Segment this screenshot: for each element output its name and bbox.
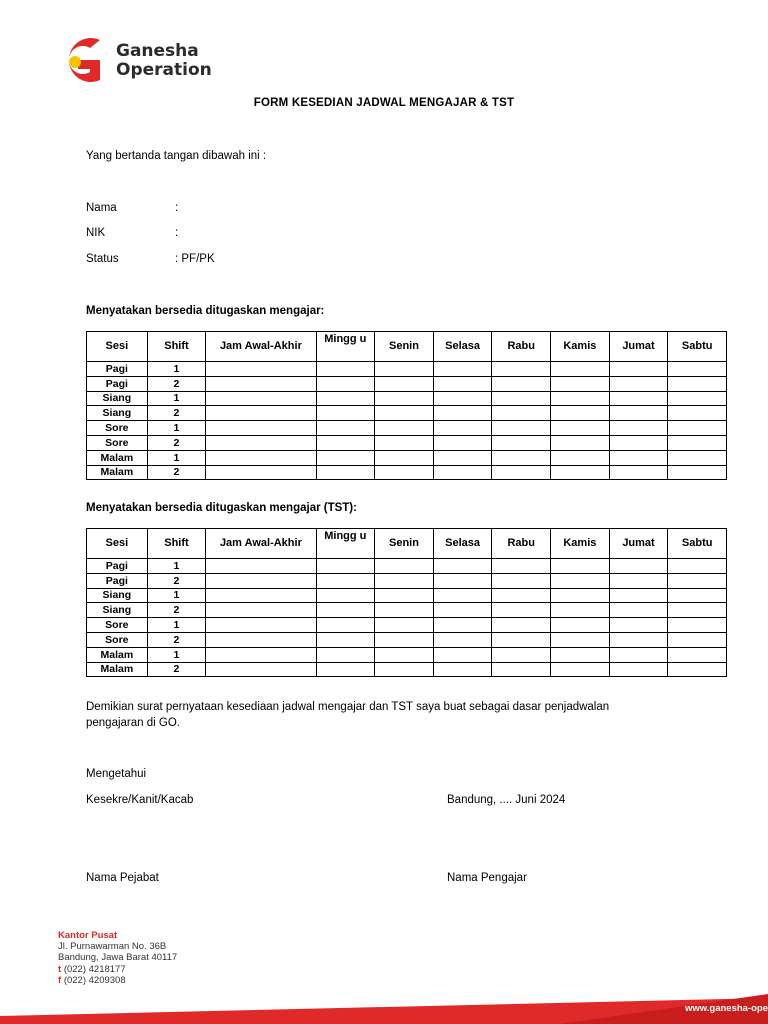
- empty-fill-cell[interactable]: [375, 421, 434, 436]
- shift-cell: 1: [147, 618, 206, 633]
- empty-fill-cell[interactable]: [551, 618, 610, 633]
- empty-fill-cell[interactable]: [433, 588, 492, 603]
- empty-fill-cell[interactable]: [551, 435, 610, 450]
- fax-line: [58, 975, 177, 986]
- empty-fill-cell[interactable]: [668, 435, 727, 450]
- footer-address: [58, 930, 177, 986]
- empty-fill-cell[interactable]: [206, 559, 316, 574]
- sesi-cell: Sore: [87, 421, 148, 436]
- empty-fill-cell[interactable]: [375, 362, 434, 377]
- shift-cell: 1: [147, 559, 206, 574]
- empty-fill-cell[interactable]: [206, 421, 316, 436]
- section-tst-heading: Menyatakan bersedia ditugaskan mengajar (TST):: [86, 502, 357, 514]
- empty-fill-cell[interactable]: [206, 647, 316, 662]
- empty-fill-cell[interactable]: [609, 376, 668, 391]
- empty-fill-cell[interactable]: [609, 588, 668, 603]
- empty-fill-cell[interactable]: [492, 406, 551, 421]
- sesi-cell: Pagi: [87, 559, 148, 574]
- empty-fill-cell[interactable]: [668, 662, 727, 677]
- empty-fill-cell[interactable]: [668, 421, 727, 436]
- field-value-nama: :: [175, 202, 179, 214]
- column-header: Sabtu: [668, 529, 727, 559]
- empty-fill-cell[interactable]: [375, 573, 434, 588]
- empty-fill-cell[interactable]: [492, 618, 551, 633]
- column-header: Jumat: [609, 529, 668, 559]
- shift-cell: 2: [147, 573, 206, 588]
- empty-fill-cell[interactable]: [668, 465, 727, 480]
- column-header: Jumat: [609, 332, 668, 362]
- empty-fill-cell[interactable]: [551, 391, 610, 406]
- empty-fill-cell[interactable]: [668, 406, 727, 421]
- empty-fill-cell[interactable]: [492, 573, 551, 588]
- table-row: [87, 603, 727, 618]
- empty-fill-cell[interactable]: [375, 647, 434, 662]
- empty-fill-cell[interactable]: [433, 465, 492, 480]
- empty-fill-cell[interactable]: [206, 406, 316, 421]
- field-label-nik: NIK: [86, 227, 106, 239]
- empty-fill-cell[interactable]: [668, 618, 727, 633]
- table-row: [87, 376, 727, 391]
- empty-fill-cell[interactable]: [206, 362, 316, 377]
- fax-prefix: f: [58, 974, 62, 986]
- empty-fill-cell[interactable]: [316, 632, 375, 647]
- brand-name: [116, 42, 212, 80]
- empty-fill-cell[interactable]: [551, 662, 610, 677]
- table-row: [87, 559, 727, 574]
- empty-fill-cell[interactable]: [316, 618, 375, 633]
- sesi-cell: Siang: [87, 603, 148, 618]
- empty-fill-cell[interactable]: [668, 376, 727, 391]
- empty-fill-cell[interactable]: [375, 618, 434, 633]
- empty-fill-cell[interactable]: [433, 559, 492, 574]
- empty-fill-cell[interactable]: [551, 376, 610, 391]
- empty-fill-cell[interactable]: [551, 588, 610, 603]
- shift-cell: 2: [147, 603, 206, 618]
- fax-number: (022) 4209308: [63, 974, 126, 986]
- empty-fill-cell[interactable]: [609, 450, 668, 465]
- empty-fill-cell[interactable]: [375, 435, 434, 450]
- column-header: Jam Awal-Akhir: [206, 529, 316, 559]
- empty-fill-cell[interactable]: [316, 406, 375, 421]
- empty-fill-cell[interactable]: [492, 647, 551, 662]
- empty-fill-cell[interactable]: [492, 465, 551, 480]
- field-label-nama: Nama: [86, 202, 117, 214]
- empty-fill-cell[interactable]: [609, 603, 668, 618]
- sesi-cell: Siang: [87, 391, 148, 406]
- empty-fill-cell[interactable]: [316, 362, 375, 377]
- column-header: Sesi: [87, 529, 148, 559]
- sesi-cell: Siang: [87, 406, 148, 421]
- empty-fill-cell[interactable]: [433, 376, 492, 391]
- shift-cell: 1: [147, 391, 206, 406]
- empty-fill-cell[interactable]: [206, 391, 316, 406]
- empty-fill-cell[interactable]: [492, 362, 551, 377]
- table-row: [87, 618, 727, 633]
- table-row: [87, 465, 727, 480]
- empty-fill-cell[interactable]: [206, 632, 316, 647]
- column-header: Jam Awal-Akhir: [206, 332, 316, 362]
- empty-fill-cell[interactable]: [551, 603, 610, 618]
- footer-red-bar: [0, 994, 768, 1024]
- empty-fill-cell[interactable]: [206, 588, 316, 603]
- table-row: [87, 573, 727, 588]
- empty-fill-cell[interactable]: [316, 376, 375, 391]
- sesi-cell: Malam: [87, 662, 148, 677]
- column-header: Senin: [375, 332, 434, 362]
- empty-fill-cell[interactable]: [551, 450, 610, 465]
- empty-fill-cell[interactable]: [316, 603, 375, 618]
- shift-cell: 1: [147, 450, 206, 465]
- empty-fill-cell[interactable]: [609, 618, 668, 633]
- empty-fill-cell[interactable]: [492, 376, 551, 391]
- table-header-row: [87, 332, 727, 362]
- empty-fill-cell[interactable]: [206, 376, 316, 391]
- table-row: [87, 450, 727, 465]
- empty-fill-cell[interactable]: [609, 421, 668, 436]
- mengetahui-label: Mengetahui: [86, 768, 147, 780]
- address-line-2: Bandung, Jawa Barat 40117: [58, 952, 178, 964]
- empty-fill-cell[interactable]: [609, 465, 668, 480]
- column-header: Sabtu: [668, 332, 727, 362]
- column-header: Mingg u: [316, 529, 375, 559]
- shift-cell: 2: [147, 376, 206, 391]
- empty-fill-cell[interactable]: [668, 362, 727, 377]
- empty-fill-cell[interactable]: [316, 647, 375, 662]
- column-header: Selasa: [433, 332, 492, 362]
- column-header: Rabu: [492, 529, 551, 559]
- phone-number: (022) 4218177: [63, 963, 126, 975]
- empty-fill-cell[interactable]: [316, 450, 375, 465]
- empty-fill-cell[interactable]: [609, 662, 668, 677]
- empty-fill-cell[interactable]: [668, 632, 727, 647]
- empty-fill-cell[interactable]: [551, 573, 610, 588]
- table-row: [87, 362, 727, 377]
- empty-fill-cell[interactable]: [433, 362, 492, 377]
- empty-fill-cell[interactable]: [668, 573, 727, 588]
- approver-role: Kesekre/Kanit/Kacab: [86, 794, 194, 806]
- sesi-cell: Sore: [87, 618, 148, 633]
- empty-fill-cell[interactable]: [668, 391, 727, 406]
- shift-cell: 1: [147, 647, 206, 662]
- table-row: [87, 662, 727, 677]
- empty-fill-cell[interactable]: [433, 603, 492, 618]
- address-line-1: Jl. Purnawarman No. 36B: [58, 941, 167, 953]
- shift-cell: 1: [147, 588, 206, 603]
- empty-fill-cell[interactable]: [609, 573, 668, 588]
- brand-line-1: Ganesha: [116, 41, 199, 61]
- place-date: Bandung, .... Juni 2024: [447, 794, 566, 806]
- shift-cell: 1: [147, 421, 206, 436]
- closing-statement-line-1: Demikian surat pernyataan kesediaan jadwal mengajar dan TST saya buat sebagai dasar penjadwalan: [86, 701, 610, 713]
- table-row: [87, 435, 727, 450]
- empty-fill-cell[interactable]: [433, 573, 492, 588]
- column-header: Selasa: [433, 529, 492, 559]
- sesi-cell: Malam: [87, 450, 148, 465]
- empty-fill-cell[interactable]: [433, 435, 492, 450]
- empty-fill-cell[interactable]: [492, 632, 551, 647]
- empty-fill-cell[interactable]: [316, 559, 375, 574]
- sesi-cell: Malam: [87, 465, 148, 480]
- empty-fill-cell[interactable]: [551, 647, 610, 662]
- shift-cell: 2: [147, 662, 206, 677]
- column-header: Shift: [147, 529, 206, 559]
- empty-fill-cell[interactable]: [206, 435, 316, 450]
- column-header: Senin: [375, 529, 434, 559]
- empty-fill-cell[interactable]: [375, 391, 434, 406]
- sesi-cell: Pagi: [87, 376, 148, 391]
- table-row: [87, 406, 727, 421]
- empty-fill-cell[interactable]: [668, 559, 727, 574]
- empty-fill-cell[interactable]: [492, 603, 551, 618]
- phone-prefix: t: [58, 963, 62, 975]
- empty-fill-cell[interactable]: [551, 406, 610, 421]
- empty-fill-cell[interactable]: [206, 573, 316, 588]
- empty-fill-cell[interactable]: [551, 421, 610, 436]
- empty-fill-cell[interactable]: [433, 662, 492, 677]
- empty-fill-cell[interactable]: [316, 573, 375, 588]
- empty-fill-cell[interactable]: [316, 421, 375, 436]
- sesi-cell: Sore: [87, 435, 148, 450]
- approver-name: Nama Pejabat: [86, 872, 159, 884]
- form-title: FORM KESEDIAN JADWAL MENGAJAR & TST: [253, 97, 515, 109]
- intro-text: Yang bertanda tangan dibawah ini :: [86, 150, 267, 162]
- shift-cell: 2: [147, 406, 206, 421]
- column-header: Kamis: [551, 529, 610, 559]
- empty-fill-cell[interactable]: [609, 559, 668, 574]
- empty-fill-cell[interactable]: [492, 559, 551, 574]
- field-value-status: : PF/PK: [175, 253, 215, 265]
- empty-fill-cell[interactable]: [492, 421, 551, 436]
- empty-fill-cell[interactable]: [375, 662, 434, 677]
- sesi-cell: Pagi: [87, 573, 148, 588]
- empty-fill-cell[interactable]: [433, 618, 492, 633]
- empty-fill-cell[interactable]: [492, 435, 551, 450]
- sesi-cell: Malam: [87, 647, 148, 662]
- empty-fill-cell[interactable]: [206, 618, 316, 633]
- column-header: Shift: [147, 332, 206, 362]
- empty-fill-cell[interactable]: [668, 588, 727, 603]
- empty-fill-cell[interactable]: [492, 391, 551, 406]
- empty-fill-cell[interactable]: [316, 662, 375, 677]
- sesi-cell: Pagi: [87, 362, 148, 377]
- empty-fill-cell[interactable]: [492, 450, 551, 465]
- empty-fill-cell[interactable]: [206, 465, 316, 480]
- empty-fill-cell[interactable]: [492, 662, 551, 677]
- empty-fill-cell[interactable]: [316, 588, 375, 603]
- empty-fill-cell[interactable]: [375, 406, 434, 421]
- column-header: Rabu: [492, 332, 551, 362]
- website-url: www.ganesha-ope: [684, 1003, 768, 1014]
- column-header: Kamis: [551, 332, 610, 362]
- sesi-cell: Sore: [87, 632, 148, 647]
- empty-fill-cell[interactable]: [492, 588, 551, 603]
- empty-fill-cell[interactable]: [316, 465, 375, 480]
- empty-fill-cell[interactable]: [316, 435, 375, 450]
- empty-fill-cell[interactable]: [433, 391, 492, 406]
- empty-fill-cell[interactable]: [433, 632, 492, 647]
- empty-fill-cell[interactable]: [609, 391, 668, 406]
- empty-fill-cell[interactable]: [609, 632, 668, 647]
- empty-fill-cell[interactable]: [433, 406, 492, 421]
- ganesha-operation-logo: [48, 36, 218, 84]
- table-row: [87, 421, 727, 436]
- teacher-name: Nama Pengajar: [447, 872, 527, 884]
- empty-fill-cell[interactable]: [433, 421, 492, 436]
- empty-fill-cell[interactable]: [206, 450, 316, 465]
- phone-line: [58, 964, 177, 975]
- empty-fill-cell[interactable]: [375, 376, 434, 391]
- sesi-cell: Siang: [87, 588, 148, 603]
- section-mengajar-heading: Menyatakan bersedia ditugaskan mengajar:: [86, 305, 325, 317]
- shift-cell: 1: [147, 362, 206, 377]
- empty-fill-cell[interactable]: [433, 450, 492, 465]
- table-row: [87, 632, 727, 647]
- empty-fill-cell[interactable]: [375, 465, 434, 480]
- empty-fill-cell[interactable]: [375, 559, 434, 574]
- closing-statement-line-2: pengajaran di GO.: [86, 717, 180, 729]
- empty-fill-cell[interactable]: [375, 632, 434, 647]
- schedule-table-mengajar: [86, 331, 727, 480]
- empty-fill-cell[interactable]: [375, 450, 434, 465]
- empty-fill-cell[interactable]: [375, 603, 434, 618]
- field-value-nik: :: [175, 227, 179, 239]
- empty-fill-cell[interactable]: [551, 465, 610, 480]
- field-label-status: Status: [86, 253, 119, 265]
- table-header-row: [87, 529, 727, 559]
- empty-fill-cell[interactable]: [206, 662, 316, 677]
- empty-fill-cell[interactable]: [668, 647, 727, 662]
- empty-fill-cell[interactable]: [551, 632, 610, 647]
- shift-cell: 2: [147, 632, 206, 647]
- empty-fill-cell[interactable]: [551, 559, 610, 574]
- office-name: Kantor Pusat: [58, 930, 118, 941]
- shift-cell: 2: [147, 435, 206, 450]
- table-row: [87, 391, 727, 406]
- go-logo-icon: [48, 36, 110, 84]
- empty-fill-cell[interactable]: [609, 406, 668, 421]
- brand-line-2: Operation: [116, 60, 212, 80]
- empty-fill-cell[interactable]: [433, 647, 492, 662]
- empty-fill-cell[interactable]: [551, 362, 610, 377]
- empty-fill-cell[interactable]: [609, 647, 668, 662]
- table-row: [87, 588, 727, 603]
- empty-fill-cell[interactable]: [609, 435, 668, 450]
- empty-fill-cell[interactable]: [375, 588, 434, 603]
- column-header: Mingg u: [316, 332, 375, 362]
- schedule-table-tst: [86, 528, 727, 677]
- empty-fill-cell[interactable]: [668, 450, 727, 465]
- empty-fill-cell[interactable]: [206, 603, 316, 618]
- column-header: Sesi: [87, 332, 148, 362]
- table-row: [87, 647, 727, 662]
- shift-cell: 2: [147, 465, 206, 480]
- empty-fill-cell[interactable]: [316, 391, 375, 406]
- empty-fill-cell[interactable]: [609, 362, 668, 377]
- empty-fill-cell[interactable]: [668, 603, 727, 618]
